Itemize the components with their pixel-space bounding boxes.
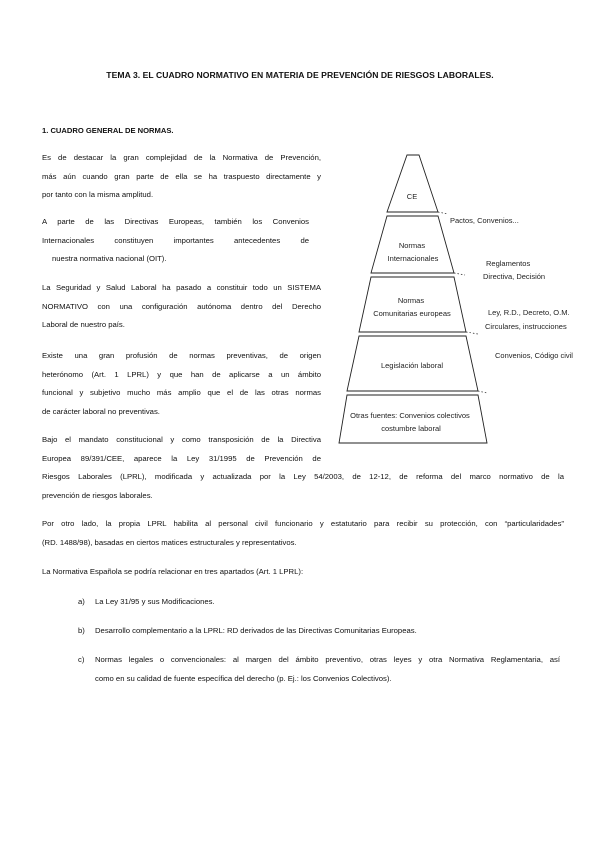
normative-pyramid-diagram bbox=[335, 150, 575, 450]
pyramid-side-label: Ley, R.D., Decreto, O.M. Circulares, instrucciones bbox=[485, 308, 570, 331]
text-line: La Normativa Española se podría relacionar en tres apartados (Art. 1 LPRL): bbox=[42, 567, 304, 576]
text-line: Europea 89/391/CEE, aparece la Ley 31/1995 de Prevención de bbox=[42, 453, 321, 463]
text-line: NORMATIVO con una configuración autónoma dentro del Derecho bbox=[42, 301, 321, 311]
list-text: La Ley 31/95 y sus Modificaciones. bbox=[95, 597, 215, 606]
pyramid-side-label: Pactos, Convenios... bbox=[450, 216, 519, 225]
pyramid-side-label: Convenios, Código civil bbox=[495, 351, 573, 360]
pyramid-side-lines bbox=[438, 212, 487, 393]
paragraph-profusion bbox=[42, 347, 321, 421]
list-text bbox=[95, 651, 560, 688]
text-line: Bajo el mandato constitucional y como transposición de la Directiva bbox=[42, 435, 321, 444]
section-heading: 1. CUADRO GENERAL DE NORMAS. bbox=[42, 126, 174, 135]
text-line: Internacionales constituyen importantes antecedentes de bbox=[42, 235, 309, 245]
text-line: A parte de las Directivas Europeas, también los Convenios bbox=[42, 217, 309, 226]
pyramid-level-label: Normas Internacionales bbox=[387, 241, 439, 263]
text-line: más aún cuando gran parte de ella se ha traspuesto directamente y bbox=[42, 171, 321, 181]
text-line: Por otro lado, la propia LPRL habilita al personal civil funcionario y estatutario para recibir su protección, con “particularidades” bbox=[42, 519, 564, 528]
text-line: nuestra normativa nacional (OIT). bbox=[52, 254, 167, 263]
pyramid-level-label: Normas Comunitarias europeas bbox=[373, 296, 451, 318]
paragraph-lprl bbox=[42, 515, 564, 552]
pyramid-side-label: Reglamentos Directiva, Decisión bbox=[483, 259, 546, 281]
text-line: Riesgos Laborales (LPRL), modificada y actualizada por la Ley 54/2003, de 12-12, de reforma del marco normativo de la bbox=[42, 472, 564, 481]
text-line: La Seguridad y Salud Laboral ha pasado a constituir todo un SISTEMA bbox=[42, 283, 321, 292]
pyramid-level-label: Otras fuentes: Convenios colectivos costumbre laboral bbox=[350, 411, 470, 433]
text-line: como en su calidad de fuente específica del derecho (p. Ej.: los Convenios Colectivos). bbox=[95, 673, 392, 683]
pyramid-level-label: CE bbox=[406, 192, 418, 201]
text-line: Laboral de nuestro país. bbox=[42, 320, 125, 329]
list-marker: a) bbox=[78, 597, 85, 606]
paragraph-international bbox=[42, 213, 309, 269]
text-line: (RD. 1488/98), basadas en ciertos matices estructurales y representativos. bbox=[42, 537, 297, 547]
text-line: funcional y subjetivo mucho más amplio que el de las otras normas bbox=[42, 388, 321, 397]
document-title: TEMA 3. EL CUADRO NORMATIVO EN MATERIA DE PREVENCIÓN DE RIESGOS LABORALES. bbox=[106, 70, 494, 80]
text-line: prevención de riesgos laborales. bbox=[42, 490, 153, 500]
pyramid-level-1 bbox=[387, 155, 438, 212]
pyramid-level-label: Legislación laboral bbox=[380, 361, 444, 370]
text-line: de carácter laboral no preventivas. bbox=[42, 406, 160, 416]
text-line: Normas legales o convencionales: al margen del ámbito preventivo, otras leyes y otra Normativa Reglamentaria, así bbox=[95, 655, 560, 664]
text-line: Existe una gran profusión de normas preventivas, de origen bbox=[42, 351, 321, 360]
list-marker: b) bbox=[78, 626, 85, 635]
paragraph-system bbox=[42, 279, 321, 335]
text-line: por tanto con la misma amplitud. bbox=[42, 190, 154, 199]
list-text: Desarrollo complementario a la LPRL: RD derivados de las Directivas Comunitarias Europeas. bbox=[95, 626, 417, 635]
text-line: heterónomo (Art. 1 LPRL) y que han de aplicarse a un ámbito bbox=[42, 369, 321, 379]
paragraph-complexity bbox=[42, 149, 321, 205]
list-marker: c) bbox=[78, 655, 85, 664]
text-line: Es de destacar la gran complejidad de la Normativa de Prevención, bbox=[42, 153, 321, 162]
paragraph-normativa bbox=[42, 563, 564, 582]
